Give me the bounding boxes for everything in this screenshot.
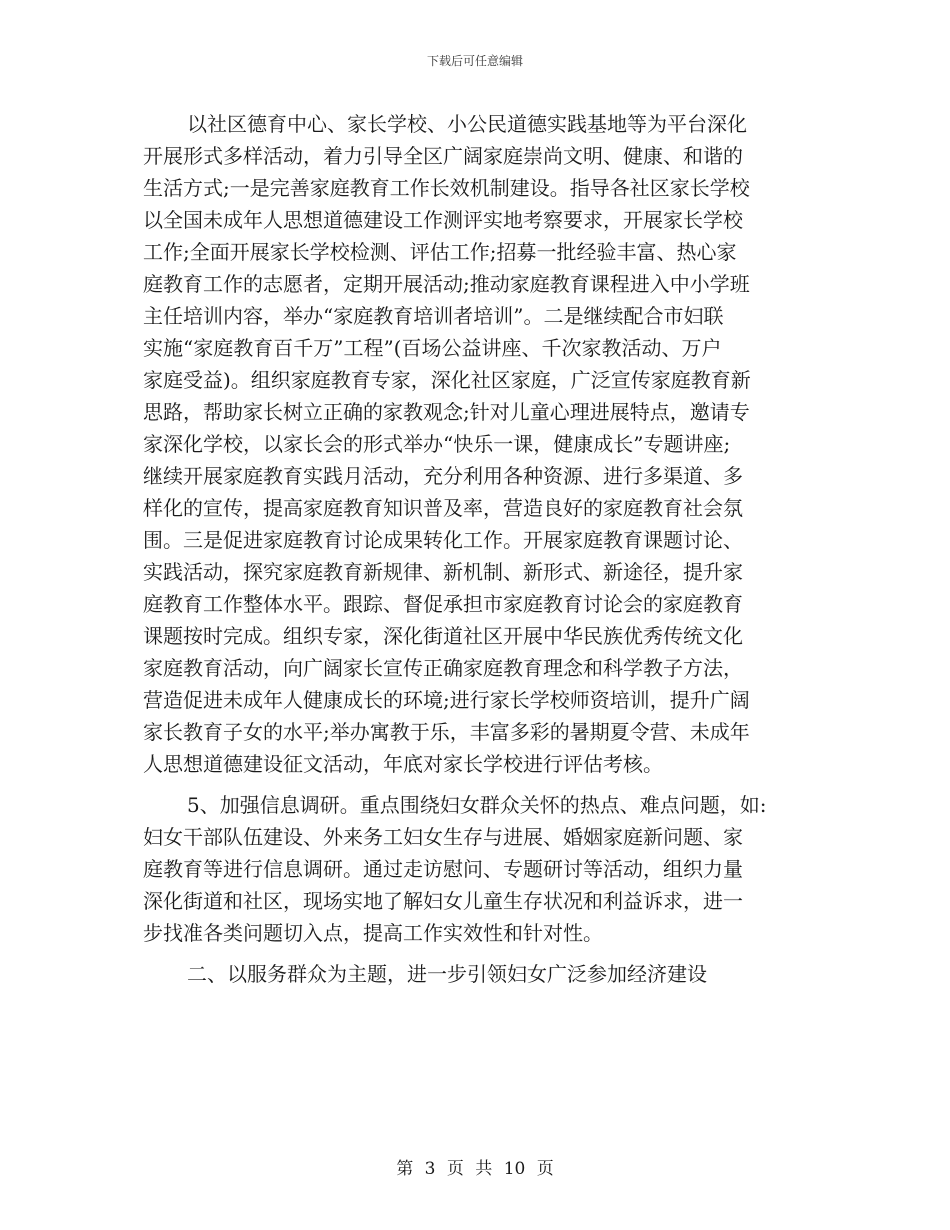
text-line: 工作;全面开展家长学校检测、评估工作;招募一批经验丰富、热心家 [143,240,737,264]
text-line: 思路，帮助家长树立正确的家教观念;针对儿童心理进展特点，邀请专 [143,400,750,424]
section-heading: 二、以服务群众为主题，进一步引领妇女广泛参加经济建设 [187,962,707,986]
text-line: 样化的宣传，提高家庭教育知识普及率，营造良好的家庭教育社会氛 [143,496,743,520]
text-line: 5、加强信息调研。重点围绕妇女群众关怀的热点、难点问题，如: [187,793,767,817]
header-note: 下载后可任意编辑 [426,54,523,68]
text-line: 庭教育工作整体水平。跟踪、督促承担市家庭教育讨论会的家庭教育 [143,592,743,616]
text-line: 家庭教育活动，向广阔家长宣传正确家庭教育理念和科学教子方法， [143,656,743,680]
text-line: 以全国未成年人思想道德建设工作测评实地考察要求，开展家长学校 [143,208,743,232]
text-line: 实践活动，探究家庭教育新规律、新机制、新形式、新途径，提升家 [143,560,743,584]
text-line: 围。三是促进家庭教育讨论成果转化工作。开展家庭教育课题讨论、 [143,528,743,552]
text-line: 妇女干部队伍建设、外来务工妇女生存与进展、婚姻家庭新问题、家 [143,825,743,849]
text-line: 人思想道德建设征文活动，年底对家长学校进行评估考核。 [143,752,663,776]
text-line: 主任培训内容，举办“家庭教育培训者培训”。二是继续配合市妇联 [143,304,724,328]
text-line: 生活方式;一是完善家庭教育工作长效机制建设。指导各社区家长学校 [143,176,750,200]
page-number: 第 3 页 共 10 页 [396,1159,554,1179]
text-line: 营造促进未成年人健康成长的环境;进行家长学校师资培训，提升广阔 [143,688,750,712]
text-line: 庭教育工作的志愿者，定期开展活动;推动家庭教育课程进入中小学班 [143,272,750,296]
text-line: 课题按时完成。组织专家，深化街道社区开展中华民族优秀传统文化 [143,624,743,648]
text-line: 继续开展家庭教育实践月活动，充分利用各种资源、进行多渠道、多 [143,464,743,488]
text-line: 步找准各类问题切入点，提高工作实效性和针对性。 [143,921,603,945]
text-line: 庭教育等进行信息调研。通过走访慰问、专题研讨等活动，组织力量 [143,857,743,881]
text-line: 家长教育子女的水平;举办寓教于乐，丰富多彩的暑期夏令营、未成年 [143,720,750,744]
document-body [143,108,803,990]
text-line: 开展形式多样活动，着力引导全区广阔家庭崇尚文明、健康、和谐的 [143,144,743,168]
text-line: 实施“家庭教育百千万”工程”(百场公益讲座、千次家教活动、万户 [143,336,722,360]
text-line: 家深化学校，以家长会的形式举办“快乐一课，健康成长”专题讲座; [143,432,731,456]
text-line: 以社区德育中心、家长学校、小公民道德实践基地等为平台深化 [187,112,747,136]
text-line: 深化街道和社区，现场实地了解妇女儿童生存状况和利益诉求，进一 [143,889,743,913]
text-line: 家庭受益)。组织家庭教育专家，深化社区家庭，广泛宣传家庭教育新 [143,368,751,392]
